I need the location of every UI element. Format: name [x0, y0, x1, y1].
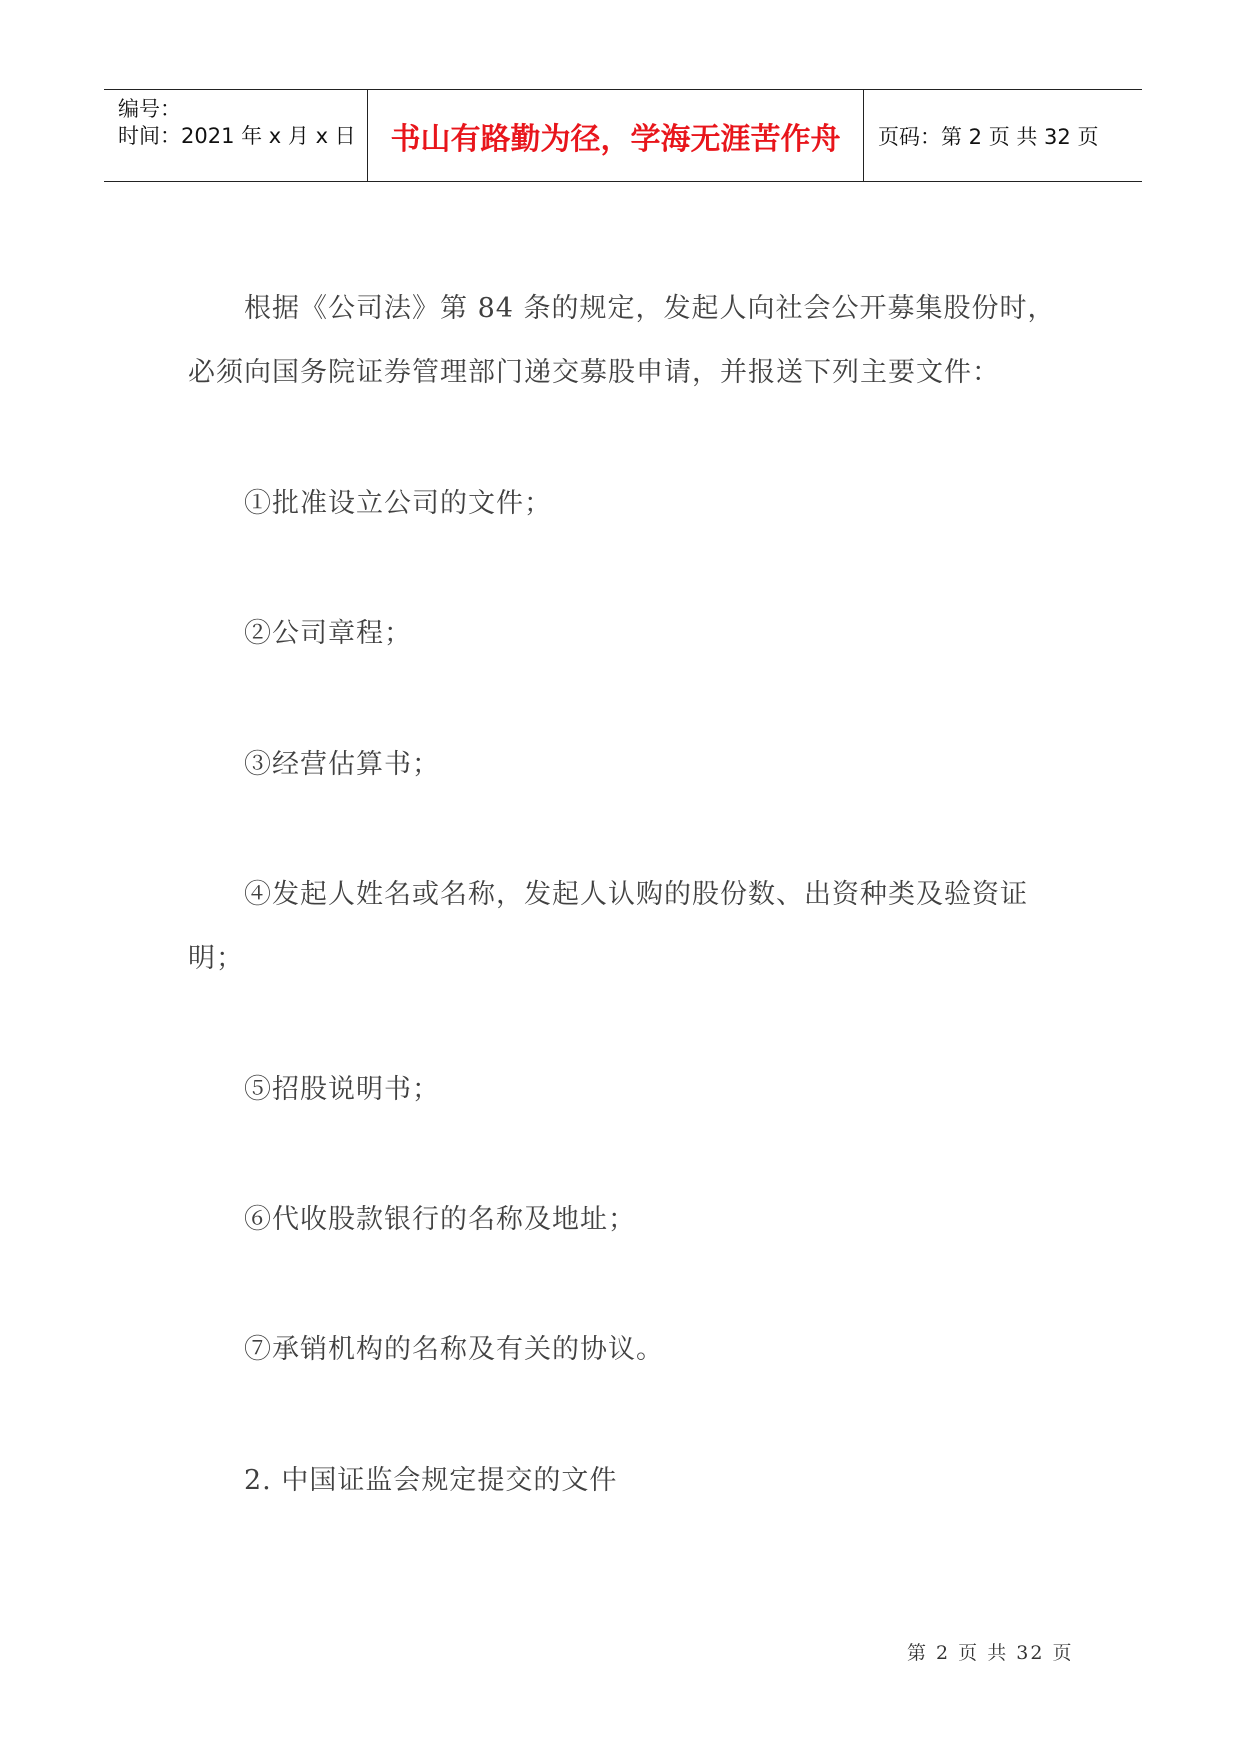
header-page-cell	[864, 90, 1142, 181]
header-meta-cell	[104, 90, 368, 181]
list-item-1: ①批准设立公司的文件；	[244, 488, 552, 519]
list-item-4-line1: ④发起人姓名或名称，发起人认购的股份数、出资种类及验资证	[244, 879, 1028, 910]
serial-number-label: 编号：	[118, 97, 181, 121]
document-header	[104, 89, 1142, 182]
list-item-5: ⑤招股说明书；	[244, 1074, 440, 1105]
list-item-4-line2: 明；	[188, 943, 244, 974]
list-item-6: ⑥代收股款银行的名称及地址；	[244, 1204, 636, 1235]
list-item-3: ③经营估算书；	[244, 749, 440, 780]
section-heading-2: 2. 中国证监会规定提交的文件	[244, 1465, 618, 1496]
paragraph-intro-line2: 必须向国务院证券管理部门递交募股申请，并报送下列主要文件：	[188, 357, 1000, 388]
date-label: 时间：2021 年 x 月 x 日	[118, 124, 356, 148]
list-item-7: ⑦承销机构的名称及有关的协议。	[244, 1334, 664, 1365]
list-item-2: ②公司章程；	[244, 618, 412, 649]
header-motto: 书山有路勤为径，学海无涯苦作舟	[390, 121, 841, 157]
header-page-code: 页码：第 2 页 共 32 页	[878, 124, 1099, 149]
paragraph-intro-line1: 根据《公司法》第 84 条的规定，发起人向社会公开募集股份时，	[244, 293, 1056, 324]
page-footer: 第 2 页 共 32 页	[907, 1642, 1074, 1664]
header-motto-cell	[368, 90, 864, 181]
